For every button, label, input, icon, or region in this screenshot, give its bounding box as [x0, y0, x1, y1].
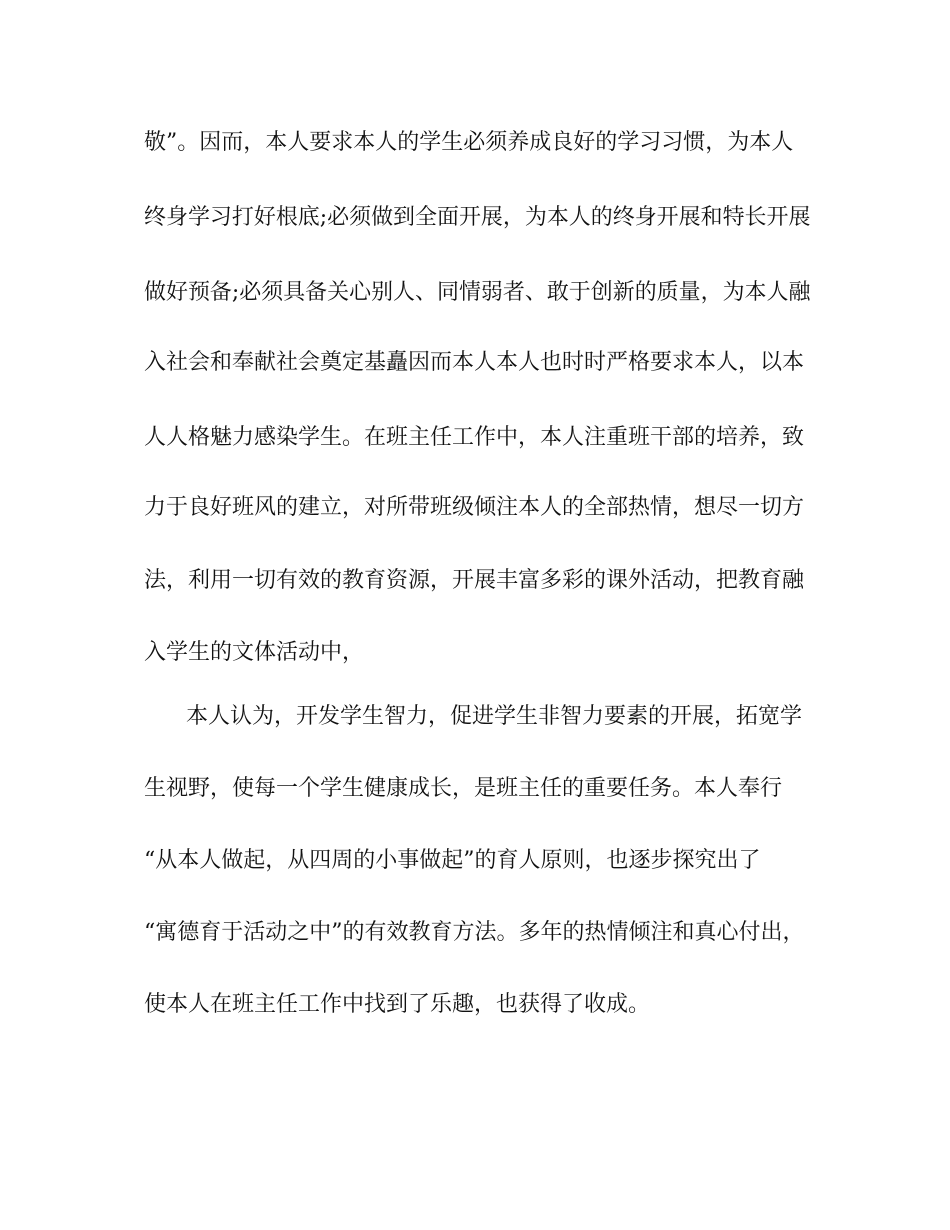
- text-line: 生视野，使每一个学生健康成长，是班主任的重要任务。本人奉行: [144, 776, 783, 801]
- text-line: 敬”。因而，本人要求本人的学生必须养成良好的学习习惯，为本人: [144, 130, 794, 155]
- text-line: 入学生的文体活动中，: [144, 640, 365, 665]
- text-line: 做好预备;必须具备关心别人、同情弱者、敢于创新的质量，为本人融: [144, 280, 811, 305]
- paragraph-first-line: 本人认为，开发学生智力，促进学生非智力要素的开展，拓宽学: [186, 704, 803, 729]
- text-line: 人人格魅力感染学生。在班主任工作中，本人注重班干部的培养，致: [144, 425, 805, 450]
- text-line: “从本人做起，从四周的小事做起”的育人原则，也逐步探究出了: [144, 848, 761, 873]
- text-line: 入社会和奉献社会奠定基矗因而本人本人也时时严格要求本人，以本: [144, 350, 805, 375]
- text-line: “寓德育于活动之中”的有效教育方法。多年的热情倾注和真心付出，: [144, 920, 805, 945]
- text-line: 法，利用一切有效的教育资源，开展丰富多彩的课外活动，把教育融: [144, 568, 805, 593]
- text-line: 力于良好班风的建立，对所带班级倾注本人的全部热情，想尽一切方: [144, 495, 805, 520]
- text-line: 终身学习打好根底;必须做到全面开展，为本人的终身开展和特长开展: [144, 205, 811, 230]
- text-line: 使本人在班主任工作中找到了乐趣，也获得了收成。: [144, 992, 651, 1017]
